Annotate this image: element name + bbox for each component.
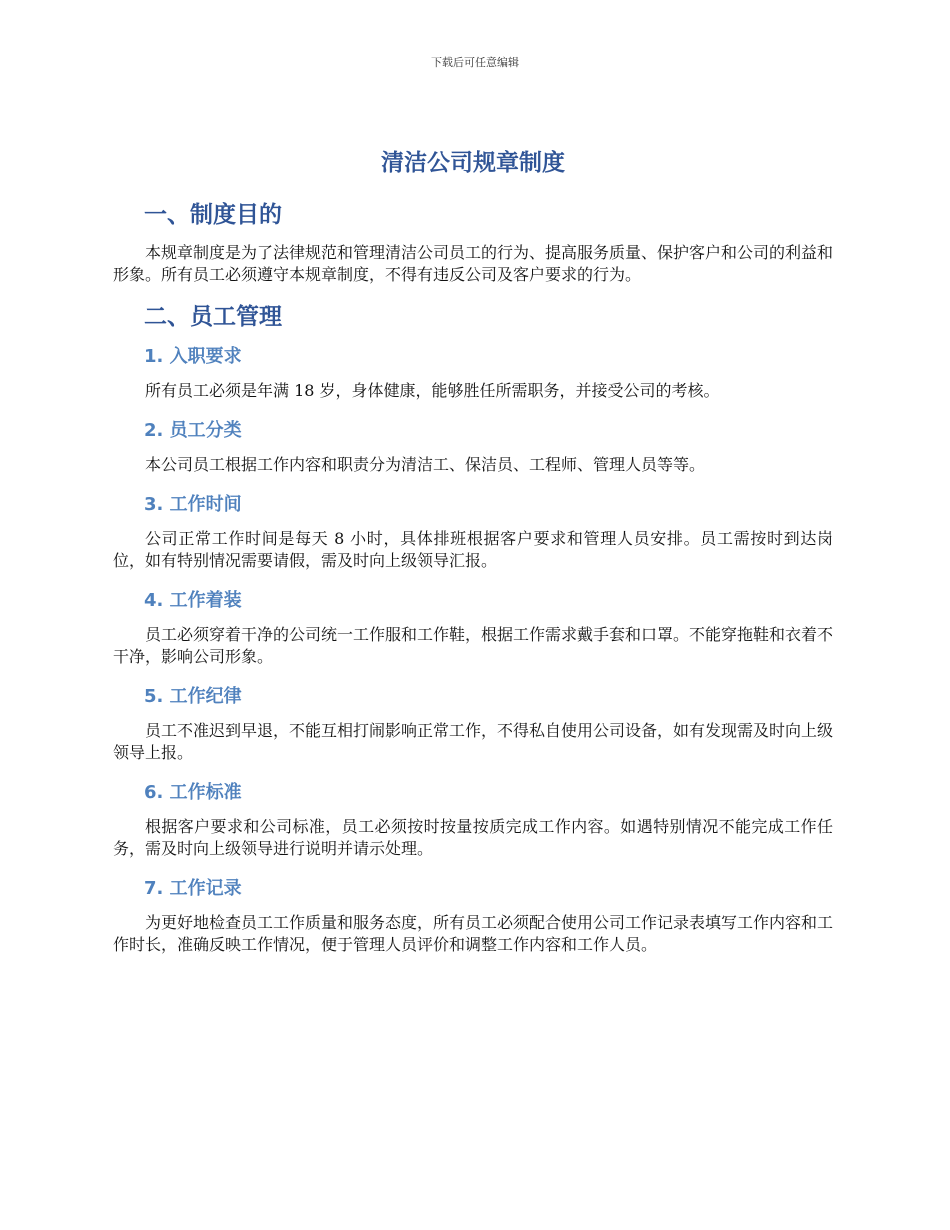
- subsection-paragraph: 所有员工必须是年满 18 岁，身体健康，能够胜任所需职务，并接受公司的考核。: [145, 381, 720, 400]
- subsection-heading: 7. 工作记录: [144, 878, 242, 899]
- subsection-heading: 3. 工作时间: [144, 494, 242, 515]
- document-content: [113, 146, 833, 972]
- section-heading: 二、员工管理: [144, 304, 282, 330]
- subsection-heading: 1. 入职要求: [144, 346, 242, 367]
- header-note: 下载后可任意编辑: [431, 56, 519, 69]
- subsection-paragraph: 本公司员工根据工作内容和职责分为清洁工、保洁员、工程师、管理人员等等。: [145, 455, 706, 474]
- section-purpose: [113, 200, 833, 286]
- subsection-paragraph: 为更好地检查员工工作质量和服务态度，所有员工必须配合使用公司工作记录表填写工作内容和工作时长，准确反映工作情况，便于管理人员评价和调整工作内容和工作人员。: [113, 913, 834, 954]
- subsection-paragraph: 员工必须穿着干净的公司统一工作服和工作鞋，根据工作需求戴手套和口罩。不能穿拖鞋和衣着不干净，影响公司形象。: [113, 625, 834, 666]
- subsection-heading: 5. 工作纪律: [144, 686, 242, 707]
- subsection-classification: [113, 418, 833, 476]
- document-title: 清洁公司规章制度: [381, 150, 565, 176]
- subsection-paragraph: 根据客户要求和公司标准，员工必须按时按量按质完成工作内容。如遇特别情况不能完成工作任务，需及时向上级领导进行说明并请示处理。: [113, 817, 833, 858]
- subsection-dress-code: [113, 588, 833, 668]
- subsection-paragraph: 员工不准迟到早退，不能互相打闹影响正常工作，不得私自使用公司设备，如有发现需及时向上级领导上报。: [113, 721, 834, 762]
- subsection-heading: 6. 工作标准: [144, 782, 242, 803]
- subsection-work-hours: [113, 492, 833, 572]
- section-heading: 一、制度目的: [144, 202, 282, 228]
- section-employee-management: [113, 302, 833, 956]
- subsection-onboarding: [113, 344, 833, 402]
- section-paragraph: 本规章制度是为了法律规范和管理清洁公司员工的行为、提高服务质量、保护客户和公司的利益和形象。所有员工必须遵守本规章制度，不得有违反公司及客户要求的行为。: [113, 243, 834, 284]
- subsection-discipline: [113, 684, 833, 764]
- subsection-work-standards: [113, 780, 833, 860]
- subsection-work-records: [113, 876, 833, 956]
- subsection-heading: 2. 员工分类: [144, 420, 242, 441]
- subsection-paragraph: 公司正常工作时间是每天 8 小时，具体排班根据客户要求和管理人员安排。员工需按时到达岗位，如有特别情况需要请假，需及时向上级领导汇报。: [113, 529, 833, 570]
- subsection-heading: 4. 工作着装: [144, 590, 242, 611]
